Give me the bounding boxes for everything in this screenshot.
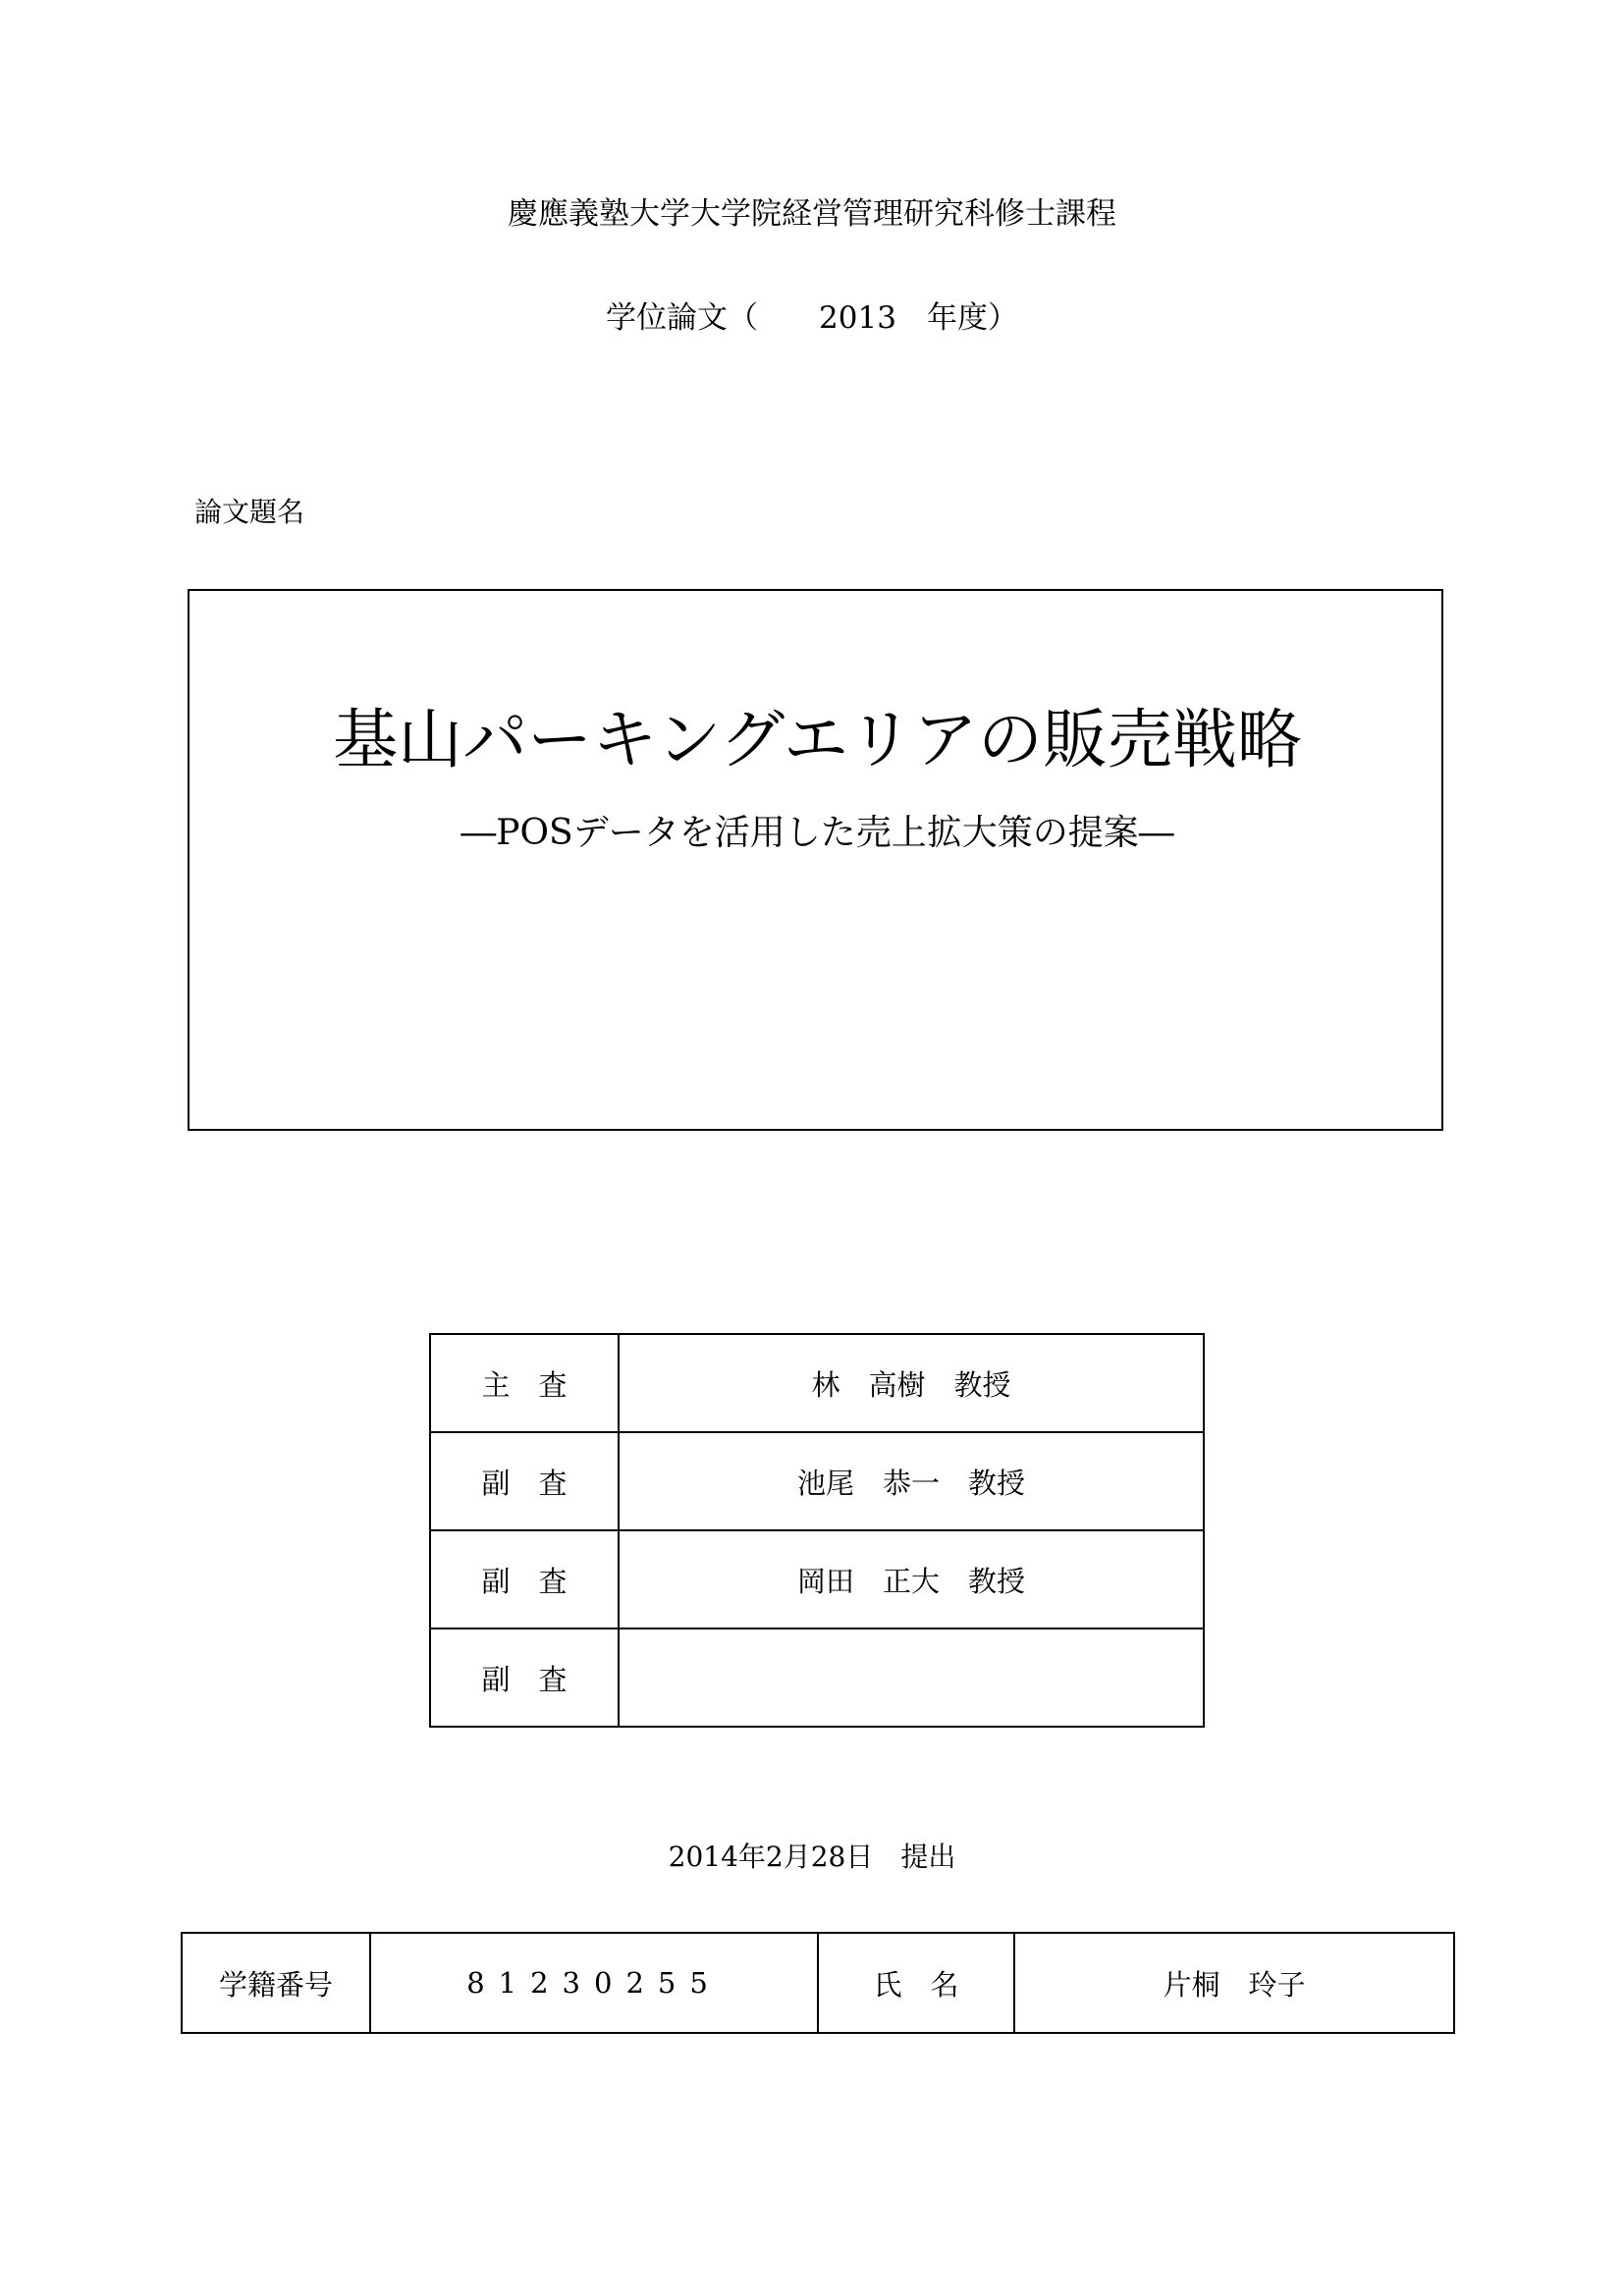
university-program: 慶應義塾大学大学院経営管理研究科修士課程 <box>508 196 1116 232</box>
examiner-name: 林 高樹 教授 <box>619 1334 1204 1432</box>
student-name: 片桐 玲子 <box>1014 1933 1454 2033</box>
student-id: 81230255 <box>370 1933 818 2033</box>
student-name-label: 氏 名 <box>818 1933 1014 2033</box>
table-row <box>430 1629 1204 1727</box>
degree-year: 学位論文（ 2013 年度） <box>606 300 1018 336</box>
table-row <box>430 1334 1204 1432</box>
examiner-name: 池尾 恭一 教授 <box>619 1432 1204 1530</box>
submission-date: 2014年2月28日 提出 <box>668 1841 956 1873</box>
examiner-name: 岡田 正大 教授 <box>619 1530 1204 1629</box>
examiner-role: 副 査 <box>430 1530 619 1629</box>
table-row <box>182 1933 1454 2033</box>
examiner-role: 主 査 <box>430 1334 619 1432</box>
table-row <box>430 1530 1204 1629</box>
examiners-table <box>429 1333 1205 1728</box>
title-box <box>188 589 1443 1131</box>
examiner-role: 副 査 <box>430 1629 619 1727</box>
student-table <box>181 1932 1455 2034</box>
title-label: 論文題名 <box>194 496 305 528</box>
table-row <box>430 1432 1204 1530</box>
student-id-label: 学籍番号 <box>182 1933 370 2033</box>
thesis-title: 基山パーキングエリアの販売戦略 <box>333 702 1302 777</box>
examiner-role: 副 査 <box>430 1432 619 1530</box>
examiner-name <box>619 1629 1204 1727</box>
thesis-subtitle: ―POSデータを活用した売上拡大策の提案― <box>460 813 1174 853</box>
